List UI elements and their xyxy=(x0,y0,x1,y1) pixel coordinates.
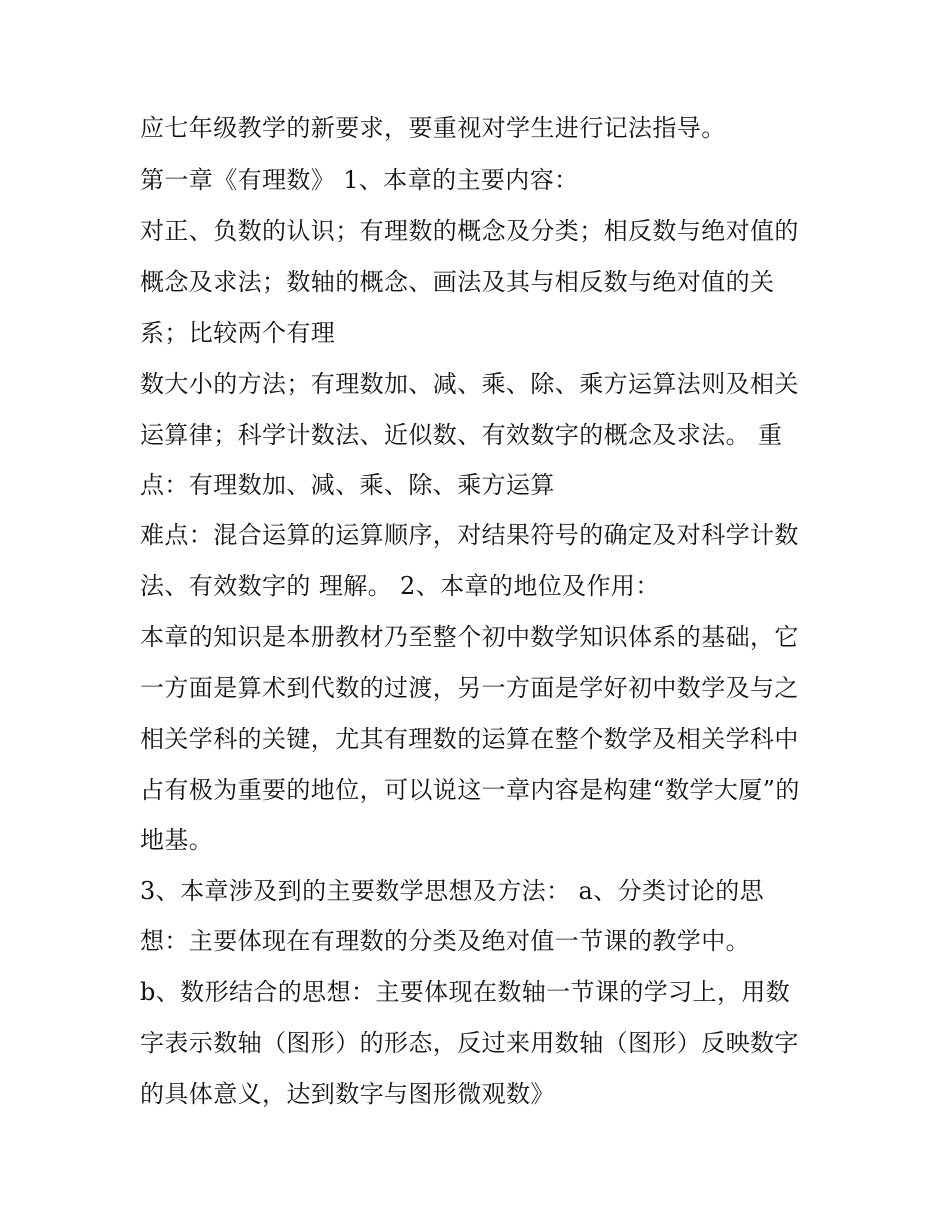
text-line: 对正、负数的认识；有理数的概念及分类；相反数与绝对值的 xyxy=(140,217,799,245)
text-line: 系；比较两个有理 xyxy=(140,319,336,347)
text-line: 相关学科的关键，尤其有理数的运算在整个数学及相关学科中 xyxy=(140,725,799,753)
text-line: 本章的知识是本册教材乃至整个初中数学知识体系的基础，它 xyxy=(140,623,799,651)
text-line: 一方面是算术到代数的过渡，另一方面是学好初中数学及与之 xyxy=(140,674,799,702)
text-line: 3、本章涉及到的主要数学思想及方法： a、分类讨论的思 xyxy=(140,877,765,905)
text-line: b、数形结合的思想：主要体现在数轴一节课的学习上，用数 xyxy=(140,978,791,1006)
text-line: 想：主要体现在有理数的分类及绝对值一节课的教学中。 xyxy=(140,927,750,955)
text-line: 运算律；科学计数法、近似数、有效数字的概念及求法。 重 xyxy=(140,421,783,449)
text-line: 点：有理数加、减、乘、除、乘方运算 xyxy=(140,471,555,499)
text-line: 概念及求法；数轴的概念、画法及其与相反数与绝对值的关 xyxy=(140,268,775,296)
text-line: 字表示数轴（图形）的形态，反过来用数轴（图形）反映数字 xyxy=(140,1029,799,1057)
text-line: 第一章《有理数》 1、本章的主要内容： xyxy=(140,166,579,194)
text-line: 占有极为重要的地位，可以说这一章内容是构建“数学大厦”的 xyxy=(140,776,800,804)
text-line: 数大小的方法；有理数加、减、乘、除、乘方运算法则及相关 xyxy=(140,370,799,398)
text-line: 的具体意义，达到数字与图形微观数》 xyxy=(140,1080,555,1108)
text-line: 难点：混合运算的运算顺序，对结果符号的确定及对科学计数 xyxy=(140,521,799,549)
text-line: 法、有效数字的 理解。 2、本章的地位及作用： xyxy=(140,572,660,600)
text-line: 应七年级教学的新要求，要重视对学生进行记法指导。 xyxy=(140,114,726,142)
text-line: 地基。 xyxy=(140,826,214,854)
